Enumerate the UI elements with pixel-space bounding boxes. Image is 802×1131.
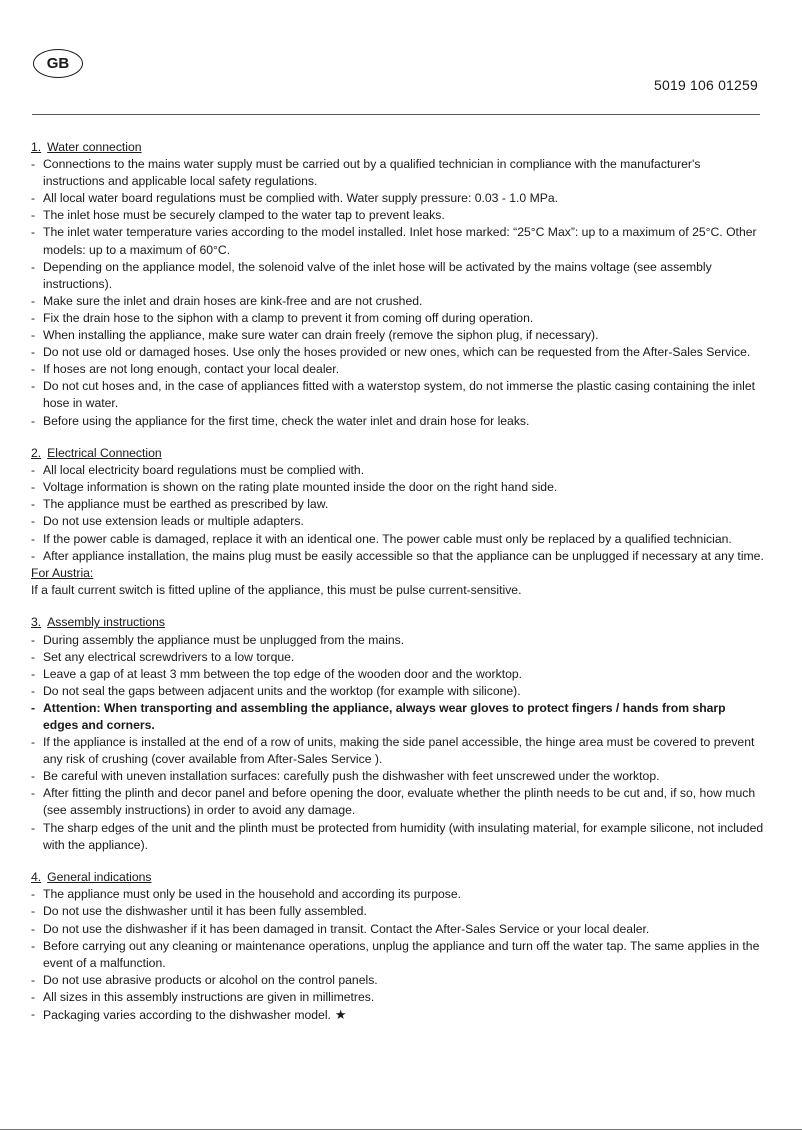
- section-title: General indications: [47, 870, 152, 885]
- list-item: - Set any electrical screwdrivers to a low torque.: [31, 649, 764, 666]
- document-body: [31, 139, 764, 1040]
- section-number: 2.: [31, 446, 42, 461]
- list-item: - Connections to the mains water supply must be carried out by a qualified technician in compliance with the manufacturer's instructions and applicable local safety regulations.: [31, 156, 764, 190]
- section-title: Water connection: [47, 140, 142, 154]
- section-number: 1.: [31, 140, 42, 154]
- list-item: - During assembly the appliance must be unplugged from the mains.: [31, 632, 764, 649]
- document-code: 5019 106 01259: [653, 77, 758, 93]
- list-item: - If hoses are not long enough, contact your local dealer.: [31, 361, 764, 378]
- list-item: - The appliance must be earthed as prescribed by law.: [31, 496, 764, 513]
- subsection-heading-austria: For Austria:: [31, 565, 94, 580]
- section-title: Electrical Connection: [47, 446, 162, 461]
- star-icon: ★: [334, 1007, 347, 1022]
- list-item: - All local water board regulations must be complied with. Water supply pressure: 0.03 - 1.0 MPa.: [31, 190, 764, 207]
- attention-warning-item: - Attention: When transporting and assembling the appliance, always wear gloves to protect fingers / hands from sharp edges and corners.: [31, 700, 764, 734]
- list-item: - All sizes in this assembly instructions are given in millimetres.: [31, 989, 764, 1006]
- section-number: 4.: [31, 870, 42, 885]
- section-heading: [31, 869, 764, 886]
- list-item: - Do not use the dishwasher until it has been fully assembled.: [31, 903, 764, 920]
- list-item-text: Packaging varies according to the dishwasher model.: [43, 1008, 331, 1022]
- section-number: 3.: [31, 615, 42, 630]
- list-item: - Make sure the inlet and drain hoses are kink-free and are not crushed.: [31, 293, 764, 310]
- list-item: - Do not seal the gaps between adjacent units and the worktop (for example with silicone).: [31, 683, 764, 700]
- bullet-list: [31, 156, 764, 430]
- bullet-list: [31, 886, 764, 1024]
- list-item: - Do not use old or damaged hoses. Use only the hoses provided or new ones, which can be requested from the After-Sales Service.: [31, 344, 764, 361]
- list-item: [31, 1006, 764, 1024]
- list-item: - All local electricity board regulations must be complied with.: [31, 462, 764, 479]
- list-item: - Do not use the dishwasher if it has been damaged in transit. Contact the After-Sales Service or your local dealer.: [31, 921, 764, 938]
- bullet-list: [31, 632, 764, 854]
- list-item: - Do not use extension leads or multiple adapters.: [31, 513, 764, 530]
- bullet-list: [31, 462, 764, 565]
- subsection-text-austria: If a fault current switch is fitted upline of the appliance, this must be pulse current-sensitive.: [31, 582, 522, 597]
- list-item: - The inlet hose must be securely clamped to the water tap to prevent leaks.: [31, 207, 764, 224]
- section-heading: [31, 445, 764, 462]
- section-title: Assembly instructions: [47, 615, 166, 630]
- list-item: - Do not use abrasive products or alcohol on the control panels.: [31, 972, 764, 989]
- list-item: - The inlet water temperature varies according to the model installed. Inlet hose marked: “25°C Max”: up to a maximum of 25°C. Other models: up to a maximum of 60°C.: [31, 224, 764, 258]
- list-item: - When installing the appliance, make sure water can drain freely (remove the siphon plug, if necessary).: [31, 327, 764, 344]
- list-item: - If the appliance is installed at the end of a row of units, making the side panel accessible, the hinge area must be covered to prevent any risk of crushing (cover available from After-Sales Service ).: [31, 734, 764, 768]
- section-assembly-instructions: [31, 614, 764, 853]
- list-item: - Voltage information is shown on the rating plate mounted inside the door on the right hand side.: [31, 479, 764, 496]
- language-badge: GB: [33, 49, 83, 78]
- section-heading: [31, 614, 764, 631]
- list-item: - The appliance must only be used in the household and according its purpose.: [31, 886, 764, 903]
- header-divider: [32, 114, 760, 115]
- list-item: - Depending on the appliance model, the solenoid valve of the inlet hose will be activated by the mains voltage (see assembly instructions).: [31, 259, 764, 293]
- list-item: - If the power cable is damaged, replace it with an identical one. The power cable must only be replaced by a qualified technician.: [31, 531, 764, 548]
- list-item: - Do not cut hoses and, in the case of appliances fitted with a waterstop system, do not immerse the plastic casing containing the inlet hose in water.: [31, 378, 764, 412]
- section-electrical-connection: [31, 445, 764, 599]
- list-item: - Fix the drain hose to the siphon with a clamp to prevent it from coming off during operation.: [31, 310, 764, 327]
- list-item: - After appliance installation, the mains plug must be easily accessible so that the appliance can be unplugged if necessary at any time.: [31, 548, 764, 565]
- list-item: - Before using the appliance for the first time, check the water inlet and drain hose for leaks.: [31, 413, 764, 430]
- section-water-connection: [31, 139, 764, 430]
- footer-divider: [0, 1129, 802, 1130]
- section-heading: [31, 139, 764, 156]
- list-item: - The sharp edges of the unit and the plinth must be protected from humidity (with insulating material, for example silicone, not included with the appliance).: [31, 820, 764, 854]
- list-item: - Leave a gap of at least 3 mm between the top edge of the wooden door and the worktop.: [31, 666, 764, 683]
- list-item: - Before carrying out any cleaning or maintenance operations, unplug the appliance and turn off the water tap. The same applies in the event of a malfunction.: [31, 938, 764, 972]
- section-general-indications: [31, 869, 764, 1024]
- list-item: - After fitting the plinth and decor panel and before opening the door, evaluate whether the plinth needs to be cut and, if so, how much (see assembly instructions) in order to avoid any damage.: [31, 785, 764, 819]
- list-item: - Be careful with uneven installation surfaces: carefully push the dishwasher with feet unscrewed under the worktop.: [31, 768, 764, 785]
